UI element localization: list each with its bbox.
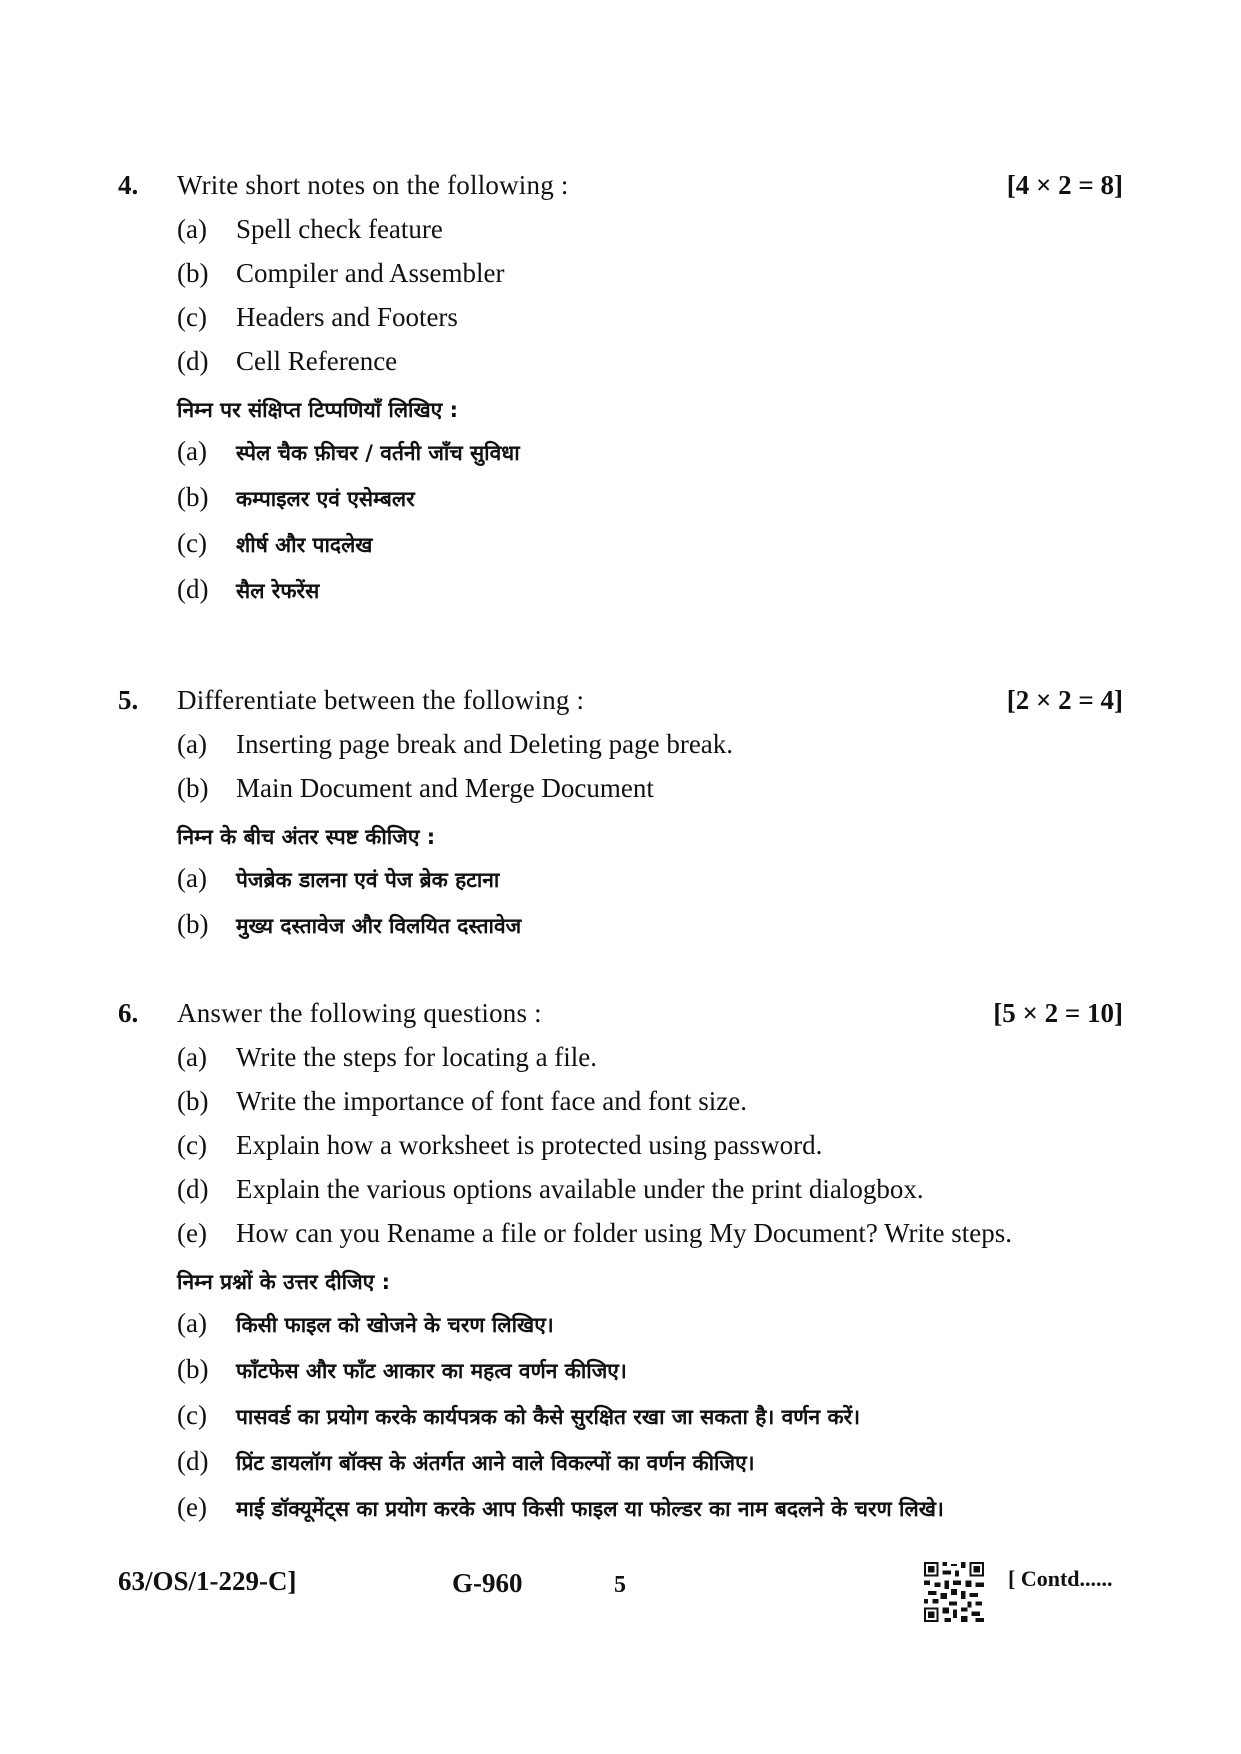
option-label: (c)	[177, 1400, 207, 1430]
option-label: (b)	[177, 1086, 209, 1116]
option-label: (b)	[177, 773, 209, 803]
page-footer	[0, 1562, 1241, 1612]
question-text: Differentiate between the following :	[177, 685, 585, 715]
option-text: प्रिंट डायलॉग बॉक्स के अंतर्गत आने वाले विकल्पों का वर्णन कीजिए।	[236, 1451, 755, 1475]
option-label: (e)	[177, 1218, 207, 1248]
option-text: शीर्ष और पादलेख	[236, 533, 373, 557]
question-header	[0, 998, 1241, 1042]
option-text: किसी फाइल को खोजने के चरण लिखिए।	[236, 1313, 554, 1337]
question-4	[0, 170, 1241, 620]
option-label: (c)	[177, 302, 207, 332]
option-label: (a)	[177, 214, 207, 244]
option-label: (d)	[177, 346, 209, 376]
question-header	[0, 170, 1241, 214]
option-text: सैल रेफरेंस	[236, 579, 320, 603]
option-text: Spell check feature	[236, 214, 443, 244]
english-option	[0, 258, 1241, 302]
option-text: माई डॉक्यूमेंट्स का प्रयोग करके आप किसी फाइल या फोल्डर का नाम बदलने के चरण लिखे।	[236, 1497, 944, 1521]
option-text: Cell Reference	[236, 346, 398, 376]
hindi-option	[0, 863, 1241, 909]
option-text: How can you Rename a file or folder using My Document? Write steps.	[236, 1218, 1012, 1248]
option-text: कम्पाइलर एवं एसेम्बलर	[236, 487, 415, 511]
option-text: Explain how a worksheet is protected using password.	[236, 1130, 823, 1160]
option-text: स्पेल चैक फ़ीचर / वर्तनी जाँच सुविधा	[236, 441, 520, 465]
question-header	[0, 685, 1241, 729]
english-option	[0, 1086, 1241, 1130]
english-option	[0, 1042, 1241, 1086]
english-option	[0, 214, 1241, 258]
hindi-option	[0, 1354, 1241, 1400]
question-text: Answer the following questions :	[177, 998, 542, 1028]
question-text: Write short notes on the following :	[177, 170, 569, 200]
option-label: (a)	[177, 729, 207, 759]
option-label: (d)	[177, 574, 209, 604]
english-option	[0, 1130, 1241, 1174]
question-5	[0, 685, 1241, 955]
question-number: 4.	[118, 170, 139, 200]
option-text: पासवर्ड का प्रयोग करके कार्यपत्रक को कैसे सुरक्षित रखा जा सकता है। वर्णन करें।	[236, 1405, 861, 1429]
option-label: (a)	[177, 1042, 207, 1072]
english-option	[0, 773, 1241, 817]
option-text: Inserting page break and Deleting page break.	[236, 729, 734, 759]
option-text: Headers and Footers	[236, 302, 458, 332]
question-6	[0, 998, 1241, 1538]
question-marks: [2 × 2 = 4]	[1006, 685, 1123, 715]
question-number: 6.	[118, 998, 139, 1028]
option-label: (d)	[177, 1446, 209, 1476]
hindi-option	[0, 574, 1241, 620]
option-text: Main Document and Merge Document	[236, 773, 654, 803]
option-label: (d)	[177, 1174, 209, 1204]
hindi-heading: निम्न के बीच अंतर स्पष्ट कीजिए :	[177, 825, 436, 849]
page-number: 5	[614, 1572, 626, 1598]
option-label: (a)	[177, 436, 207, 466]
hindi-option	[0, 482, 1241, 528]
hindi-option	[0, 1308, 1241, 1354]
option-label: (e)	[177, 1492, 207, 1522]
hindi-option	[0, 1400, 1241, 1446]
option-label: (a)	[177, 1308, 207, 1338]
option-label: (b)	[177, 258, 209, 288]
qr-code-icon	[924, 1562, 984, 1622]
hindi-option	[0, 528, 1241, 574]
option-text: मुख्य दस्तावेज और विलयित दस्तावेज	[236, 914, 522, 938]
option-label: (b)	[177, 482, 209, 512]
option-label: (b)	[177, 1354, 209, 1384]
question-number: 5.	[118, 685, 139, 715]
english-option	[0, 729, 1241, 773]
option-text: Compiler and Assembler	[236, 258, 505, 288]
hindi-heading: निम्न प्रश्नों के उत्तर दीजिए :	[177, 1270, 390, 1294]
hindi-option	[0, 1492, 1241, 1538]
continued-marker: [ Contd......	[1008, 1566, 1113, 1591]
hindi-option	[0, 909, 1241, 955]
question-marks: [5 × 2 = 10]	[993, 998, 1123, 1028]
option-text: फॉंटफेस और फॉंट आकार का महत्व वर्णन कीजिए।	[236, 1359, 627, 1383]
hindi-heading: निम्न पर संक्षिप्त टिप्पणियाँ लिखिए :	[177, 398, 458, 422]
option-label: (c)	[177, 1130, 207, 1160]
english-option	[0, 1218, 1241, 1262]
english-option	[0, 346, 1241, 390]
option-text: पेजब्रेक डालना एवं पेज ब्रेक हटाना	[236, 868, 500, 892]
option-label: (c)	[177, 528, 207, 558]
option-text: Write the steps for locating a file.	[236, 1042, 598, 1072]
hindi-option	[0, 436, 1241, 482]
option-label: (b)	[177, 909, 209, 939]
option-text: Write the importance of font face and font size.	[236, 1086, 747, 1116]
english-option	[0, 1174, 1241, 1218]
hindi-option	[0, 1446, 1241, 1492]
question-marks: [4 × 2 = 8]	[1006, 170, 1123, 200]
english-option	[0, 302, 1241, 346]
option-text: Explain the various options available under the print dialogbox.	[236, 1174, 924, 1204]
series-code: G-960	[452, 1568, 523, 1598]
option-label: (a)	[177, 863, 207, 893]
paper-code: 63/OS/1-229-C]	[118, 1566, 297, 1596]
